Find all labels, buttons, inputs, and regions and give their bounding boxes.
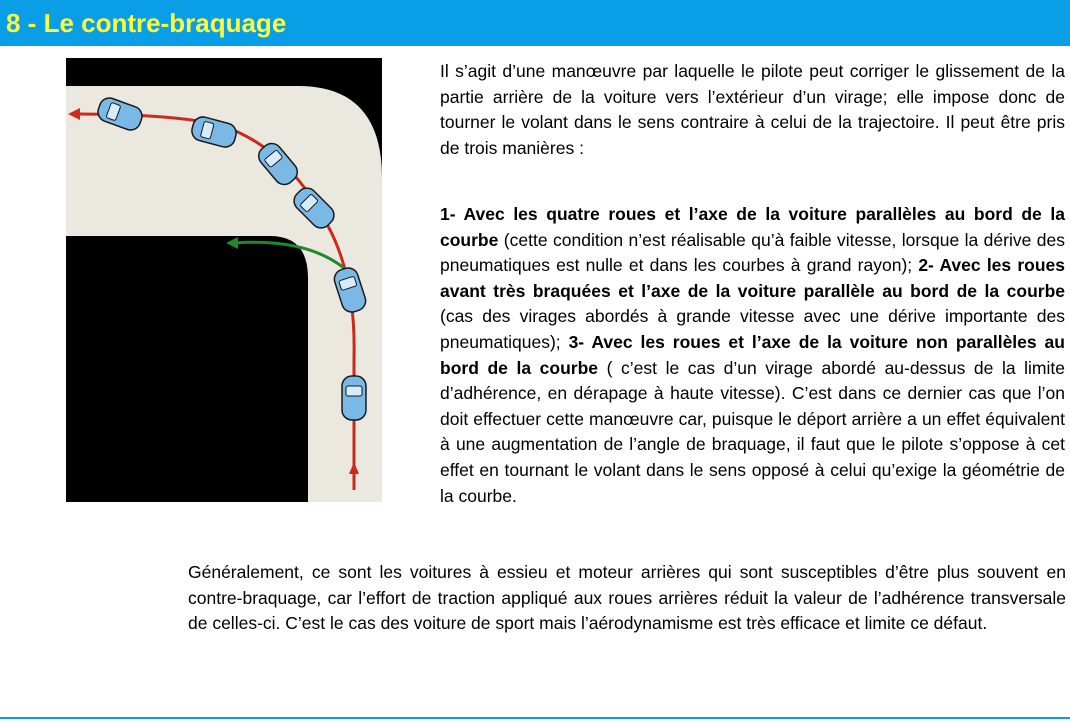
page-title: 8 - Le contre-braquage — [6, 8, 287, 38]
curve-diagram — [66, 58, 382, 502]
methods-paragraph — [440, 202, 1065, 509]
method-2-text: (cas des virages abordés à grande vitesse avec une dérive importante des pneumatiques); — [440, 306, 1065, 352]
method-2-title: 2- Avec les roues avant très braquées et l’axe de la voiture parallèle au bord de la courbe — [440, 255, 1065, 301]
green-arrowhead — [226, 237, 238, 249]
method-3-title: 3- Avec les roues et l’axe de la voiture non parallèles au bord de la courbe — [440, 331, 1065, 378]
conclusion-paragraph: Généralement, ce sont les voitures à essieu et moteur arrières qui sont susceptibles d’être plus souvent en contre-braquage, car l’effort de traction appliqué aux roues arrières réduit la valeur de l’adhérence transversale de celles-ci. C’est le cas des voiture de sport mais l’aérodynamisme est très efficace et limite ce défaut. — [188, 562, 1066, 634]
countersteer-illustration — [66, 58, 382, 502]
road-surface — [66, 86, 382, 502]
bottom-divider — [0, 717, 1070, 719]
title-bar — [0, 0, 1070, 46]
method-3-text: ( c’est le cas d’un virage abordé au-dessus de la limite d’adhérence, en dérapage à haute vitesse). C’est dans ce dernier cas que l’on doit effectuer cette manœuvre car, puisque le déport arrière a un effet équivalent à une augmentation de l’angle de braquage, il faut que le pilote s’oppose à cet effet en tournant le volant dans le sens opposé à celui qu’exige la géométrie de la courbe. — [440, 357, 1065, 506]
car-1 — [342, 376, 366, 420]
intro-paragraph: Il s’agit d’une manœuvre par laquelle le pilote peut corriger le glissement de la partie arrière de la voiture vers l’extérieur d’un virage; elle impose donc de tourner le volant dans le sens contraire à celui de la trajectoire. Il peut être pris de trois manières : — [440, 61, 1065, 158]
method-1-text: (cette condition n’est réalisable qu’à faible vitesse, lorsque la dérive des pneumatiques est nulle et dans les courbes à grand rayon); — [440, 229, 1065, 276]
method-1-title: 1- Avec les quatre roues et l’axe de la voiture parallèles au bord de la courbe — [440, 204, 1065, 250]
